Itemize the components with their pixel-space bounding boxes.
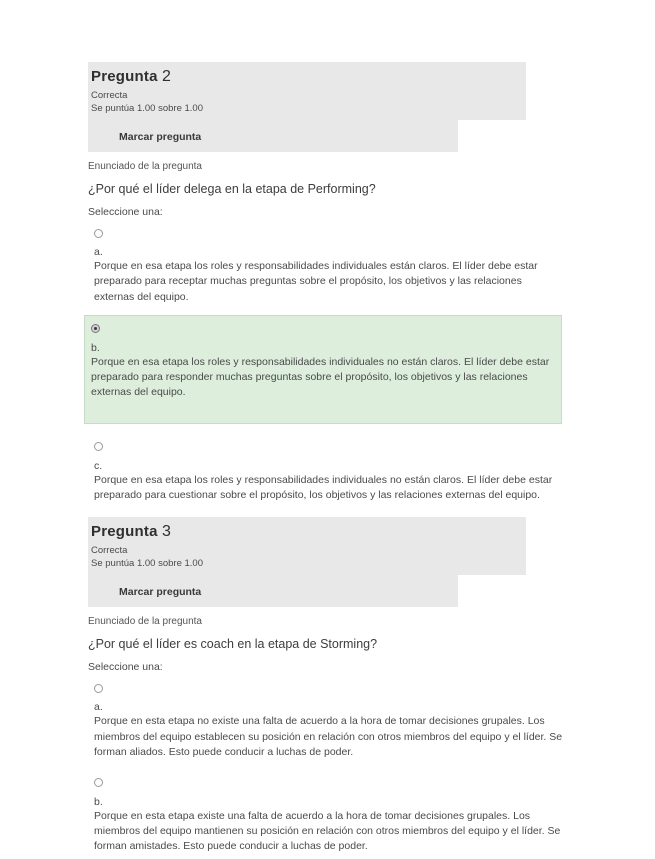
radio-3a[interactable] xyxy=(94,684,103,693)
spacer xyxy=(88,424,570,434)
answer-text-3b: Porque en esta etapa existe una falta de acuerdo a la hora de tomar decisiones grupales. Los miembros del equipo mantienen su posición en relación con otros miembros del equipo y el líder. Se forman amistades. Esto puede conducir a luchas de poder. xyxy=(94,809,561,853)
question-stem-2: ¿Por qué el líder delega en la etapa de Performing? xyxy=(88,182,376,197)
quiz-content xyxy=(88,62,570,859)
question-stem-label-3: Enunciado de la pregunta xyxy=(88,616,202,628)
question-header-2 xyxy=(88,62,526,88)
flag-question-label-2[interactable]: Marcar pregunta xyxy=(119,131,202,144)
select-one-label-3: Seleccione una: xyxy=(88,661,163,674)
question-number-2: 2 xyxy=(162,68,172,85)
flag-question-label-3[interactable]: Marcar pregunta xyxy=(119,586,202,599)
answer-option-3b[interactable] xyxy=(88,770,570,859)
answer-option-3a[interactable] xyxy=(88,675,570,764)
select-one-label-2: Seleccione una: xyxy=(88,206,163,219)
answer-letter-2b: b. xyxy=(91,341,100,354)
question-grade-2: Se puntúa 1.00 sobre 1.00 xyxy=(88,103,526,120)
question-title-3 xyxy=(91,523,526,541)
answer-list-2 xyxy=(88,220,570,507)
answer-text-2a: Porque en esa etapa los roles y responsabilidades individuales están claros. El líder debe estar preparado para receptar muchas preguntas sobre el propósito, los objetivos y las relaciones externas del equipo. xyxy=(94,260,538,303)
answer-option-2c[interactable] xyxy=(88,434,570,507)
question-state-3: Correcta xyxy=(88,543,526,558)
question-block-3 xyxy=(88,517,570,859)
question-number-3: 3 xyxy=(162,523,172,541)
question-stem-3: ¿Por qué el líder es coach en la etapa de Storming? xyxy=(88,637,378,652)
answer-option-2a[interactable] xyxy=(88,220,570,309)
spacer xyxy=(88,507,570,517)
question-title-label-2: Pregunta xyxy=(91,68,158,85)
answer-list-3 xyxy=(88,675,570,858)
question-header-3 xyxy=(88,517,526,543)
answer-letter-2a: a. xyxy=(94,246,103,259)
question-title-label-3: Pregunta xyxy=(91,523,158,541)
radio-3b[interactable] xyxy=(94,778,103,787)
question-stem-label-2: Enunciado de la pregunta xyxy=(88,161,202,173)
question-title-2 xyxy=(91,68,526,86)
answer-option-2b[interactable] xyxy=(84,315,562,424)
answer-letter-3a: a. xyxy=(94,701,103,714)
radio-2b[interactable] xyxy=(91,324,100,333)
question-block-2 xyxy=(88,62,570,507)
answer-text-2b: Porque en esa etapa los roles y responsabilidades individuales no están claros. El líder debe estar preparado para responder muchas preguntas sobre el propósito, los objetivos y las relaciones externas del equipo. xyxy=(91,355,550,399)
answer-letter-3b: b. xyxy=(94,795,103,808)
question-state-2: Correcta xyxy=(88,88,526,103)
flag-question-row-2[interactable] xyxy=(88,120,458,152)
radio-2a[interactable] xyxy=(94,229,103,238)
answer-text-2c: Porque en esa etapa los roles y responsabilidades individuales no están claros. El líder debe estar preparado para cuestionar sobre el propósito, los objetivos y las relaciones externas del equipo. xyxy=(94,473,553,501)
answer-text-3a: Porque en esta etapa no existe una falta de acuerdo a la hora de tomar decisiones grupales. Los miembros del equipo establecen su posición en relación con otros miembros del equipo y el líder. Se forman aliados. Esto puede conducir a luchas de poder. xyxy=(94,715,563,758)
radio-2c[interactable] xyxy=(94,442,103,451)
question-grade-3: Se puntúa 1.00 sobre 1.00 xyxy=(88,558,526,575)
answer-letter-2c: c. xyxy=(94,459,103,472)
flag-question-row-3[interactable] xyxy=(88,575,458,607)
